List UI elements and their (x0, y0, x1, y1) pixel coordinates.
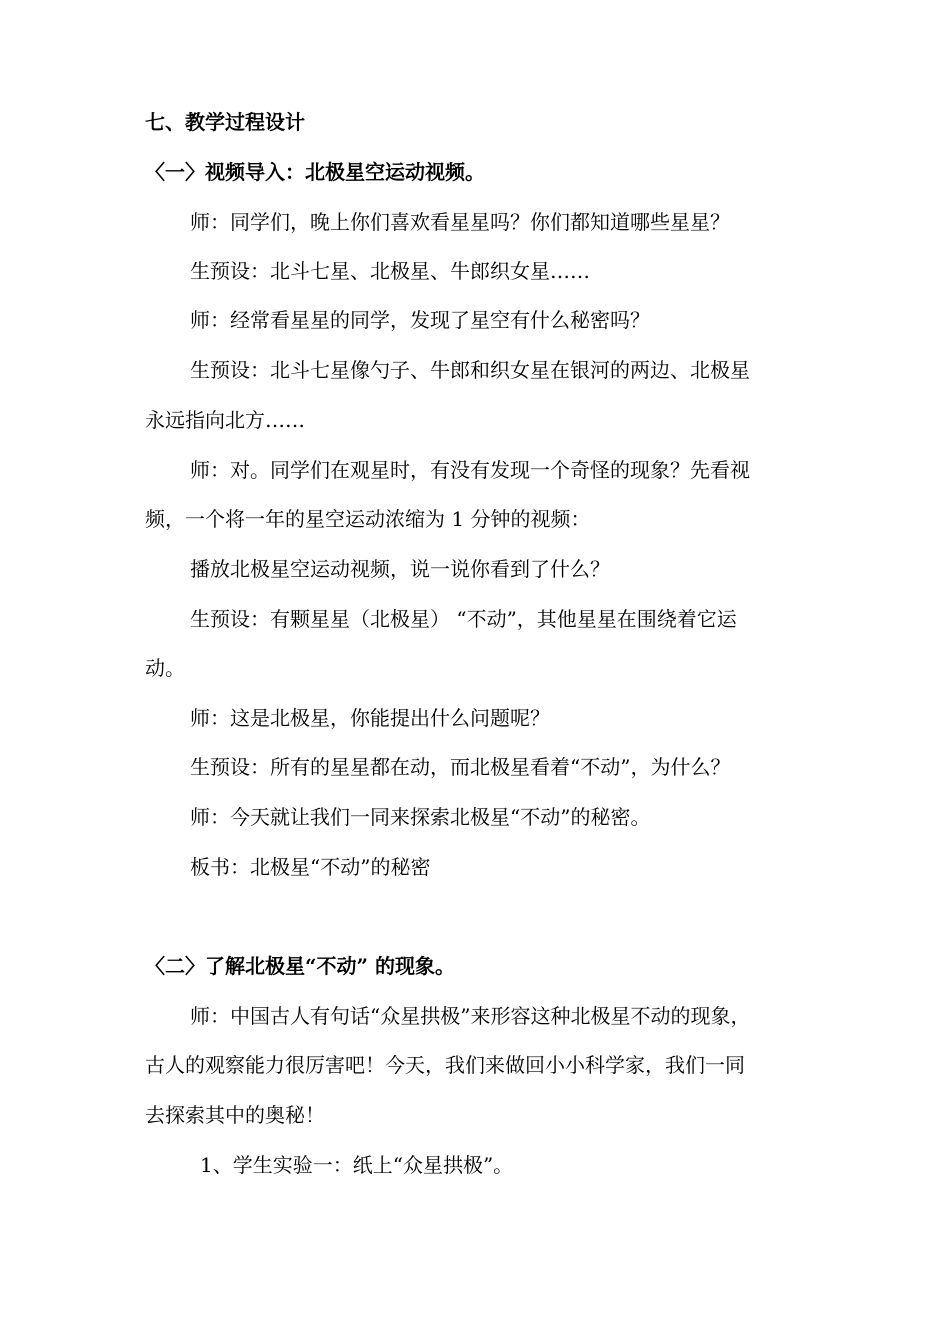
paragraph-line: 师：这是北极星，你能提出什么问题呢？ (190, 706, 550, 730)
paragraph-line: 永远指向北方…… (145, 408, 305, 432)
paragraph-line: 生预设：北斗七星像勺子、牛郎和织女星在银河的两边、北极星 (190, 358, 750, 382)
paragraph-line: 频，一个将一年的星空运动浓缩为 1 分钟的视频： (145, 507, 591, 531)
paragraph-line: 师：中国古人有句话“众星拱极”来形容这种北极星不动的现象， (190, 1004, 751, 1028)
subsection-title-1: 〈一〉视频导入：北极星空运动视频。 (145, 160, 485, 184)
paragraph-line: 师：同学们，晚上你们喜欢看星星吗？你们都知道哪些星星？ (190, 210, 730, 234)
paragraph-line: 播放北极星空运动视频，说一说你看到了什么？ (190, 557, 610, 581)
paragraph-line: 师：对。同学们在观星时，有没有发现一个奇怪的现象？先看视 (190, 458, 750, 482)
paragraph-line: 师：经常看星星的同学，发现了星空有什么秘密吗？ (190, 308, 650, 332)
subsection-title-2: 〈二〉了解北极星“不动” 的现象。 (145, 954, 455, 978)
section-heading: 七、教学过程设计 (145, 110, 305, 134)
blackboard-note: 板书：北极星“不动”的秘密 (190, 855, 431, 879)
paragraph-line: 去探索其中的奥秘！ (145, 1103, 325, 1127)
paragraph-line: 生预设：北斗七星、北极星、牛郎织女星…… (190, 259, 590, 283)
paragraph-line: 动。 (145, 656, 185, 680)
paragraph-line: 古人的观察能力很厉害吧！今天，我们来做回小小科学家，我们一同 (145, 1053, 745, 1077)
paragraph-line: 师：今天就让我们一同来探索北极星“不动”的秘密。 (190, 805, 651, 829)
paragraph-line: 生预设：有颗星星（北极星） “不动”，其他星星在围绕着它运 (190, 607, 737, 631)
paragraph-line: 生预设：所有的星星都在动，而北极星看着“不动”，为什么？ (190, 755, 731, 779)
experiment-item: 1、学生实验一：纸上“众星拱极”。 (200, 1153, 514, 1177)
